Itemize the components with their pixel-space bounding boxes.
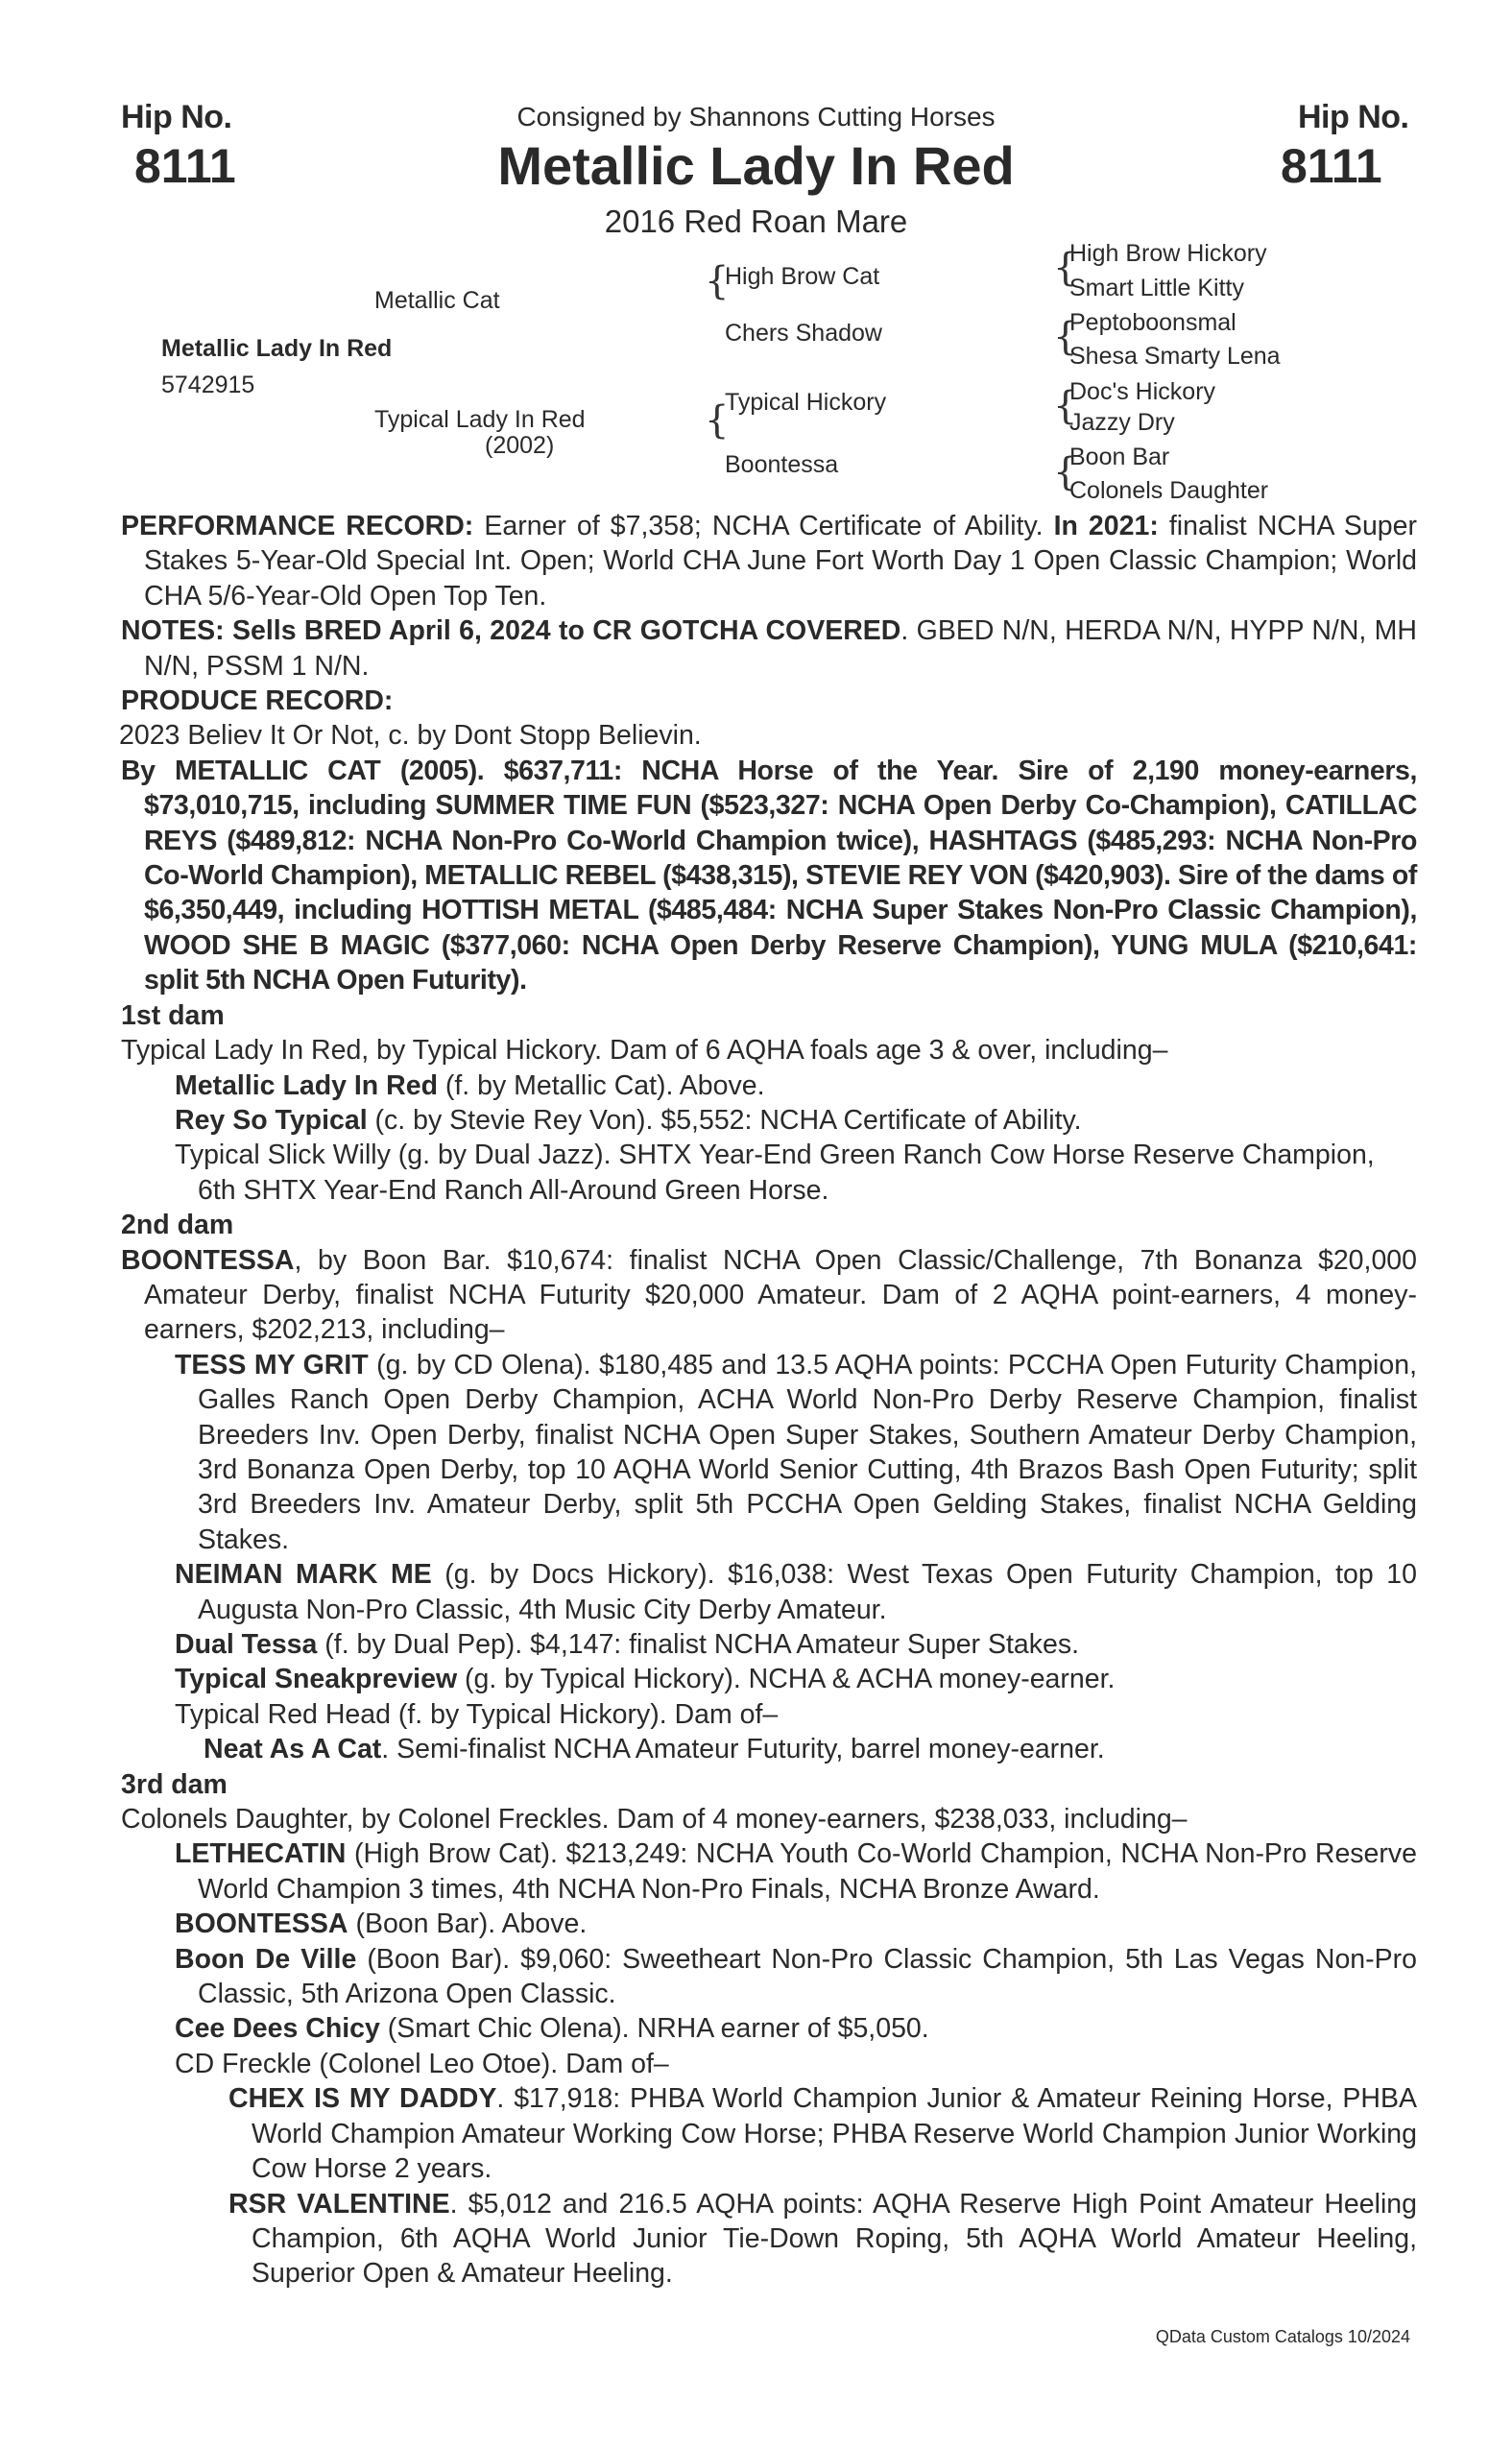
pedigree-dam-sire: Typical Hickory bbox=[725, 389, 887, 416]
pedigree-sire: Metallic Cat bbox=[374, 287, 500, 314]
second-dam-text: BOONTESSA, by Boon Bar. $10,674: finalist NCHA Open Classic/Challenge, 7th Bonanza $20,000 Amateur Derby, finalist NCHA Futurity $20,000 Amateur. Dam of 2 AQHA point-earners, 4 money-earners, $202,213, including– bbox=[121, 1244, 1417, 1346]
pedigree-g1: High Brow Hickory bbox=[1069, 240, 1267, 267]
brace-icon: { bbox=[1053, 384, 1078, 428]
brace-icon: { bbox=[705, 398, 730, 443]
produce-entry: LETHECATIN (High Brow Cat). $213,249: NCHA Youth Co-World Champion, NCHA Non-Pro Reserve World Champion 3 times, 4th NCHA Non-Pro Finals, NCHA Bronze Award. bbox=[175, 1838, 1417, 1905]
brace-icon: { bbox=[1053, 450, 1078, 494]
produce-entry: CHEX IS MY DADDY. $17,918: PHBA World Champion Junior & Amateur Reining Horse, PHBA World Champion Amateur Working Cow Horse; PHBA Reserve World Champion Junior Working Cow Horse 2 years. bbox=[228, 2083, 1418, 2185]
third-dam-text: Colonels Daughter, by Colonel Freckles. Dam of 4 money-earners, $238,033, including– bbox=[121, 1804, 1188, 1836]
produce-entry: Typical Slick Willy (g. by Dual Jazz). SHTX Year-End Green Ranch Cow Horse Reserve Champion, 6th SHTX Year-End Ranch All-Around Green Horse. bbox=[175, 1140, 1375, 1206]
produce-entry: Neat As A Cat. Semi-finalist NCHA Amateur Futurity, barrel money-earner. bbox=[204, 1734, 1105, 1765]
produce-entry: RSR VALENTINE. $5,012 and 216.5 AQHA points: AQHA Reserve High Point Amateur Heeling Champion, 6th AQHA World Junior Tie-Down Roping, 5th AQHA World Amateur Heeling, Superior Open & Amateur Heeling. bbox=[228, 2188, 1417, 2290]
produce-entry: Rey So Typical (c. by Stevie Rey Von). $5,552: NCHA Certificate of Ability. bbox=[175, 1104, 1082, 1136]
produce-entry: TESS MY GRIT (g. by CD Olena). $180,485 and 13.5 AQHA points: PCCHA Open Futurity Champion, Galles Ranch Open Derby Champion, ACHA World Non-Pro Derby Reserve Champion, finalist Breeders Inv. Open Derby, finalist NCHA Open Super Stakes, Southern Amateur Derby Champion, 3rd Bonanza Open Derby, top 10 AQHA World Senior Cutting, 4th Brazos Bash Open Futurity; split 3rd Breeders Inv. Amateur Derby, split 5th PCCHA Open Gelding Stakes, finalist NCHA Gelding Stakes. bbox=[175, 1349, 1417, 1555]
hip-number-right: 8111 bbox=[1281, 139, 1382, 193]
first-dam-heading: 1st dam bbox=[121, 999, 225, 1031]
horse-name-title: Metallic Lady In Red bbox=[497, 135, 1015, 196]
pedigree-dam: Typical Lady In Red bbox=[374, 406, 586, 433]
pedigree-g8: Colonels Daughter bbox=[1069, 477, 1269, 504]
pedigree-g6: Jazzy Dry bbox=[1069, 409, 1175, 436]
produce-entry: Cee Dees Chicy (Smart Chic Olena). NRHA earner of $5,050. bbox=[175, 2013, 929, 2045]
brace-icon: { bbox=[1053, 315, 1078, 359]
pedigree-dam-dam: Boontessa bbox=[725, 451, 839, 478]
produce-entry: BOONTESSA (Boon Bar). Above. bbox=[175, 1908, 588, 1940]
consignor-line: Consigned by Shannons Cutting Horses bbox=[516, 102, 996, 132]
pedigree-g2: Smart Little Kitty bbox=[1069, 275, 1244, 301]
catalog-body bbox=[121, 509, 1417, 2292]
pedigree-g7: Boon Bar bbox=[1069, 444, 1170, 470]
performance-record: PERFORMANCE RECORD: Earner of $7,358; NCHA Certificate of Ability. In 2021: finalist NCHA Super Stakes 5-Year-Old Special Int. Open; World CHA June Fort Worth Day 1 Open Classic Champion; World CHA 5/6-Year-Old Open Top Ten. bbox=[121, 511, 1417, 612]
produce-record-heading: PRODUCE RECORD: bbox=[121, 685, 394, 717]
produce-entry: Boon De Ville (Boon Bar). $9,060: Sweetheart Non-Pro Classic Champion, 5th Las Vegas Non-Pro Classic, 5th Arizona Open Classic. bbox=[175, 1943, 1417, 2010]
sire-record: By METALLIC CAT (2005). $637,711: NCHA Horse of the Year. Sire of 2,190 money-earners, $73,010,715, including SUMMER TIME FUN ($523,327: NCHA Open Derby Co-Champion), CATILLAC REYS ($489,812: NCHA Non-Pro Co-World Champion twice), HASHTAGS ($485,293: NCHA Non-Pro Co-World Champion), METALLIC REBEL ($438,315), STEVIE REY VON ($420,903). Sire of the dams of $6,350,449, including HOTTISH METAL ($485,484: NCHA Super Stakes Non-Pro Classic Champion), WOOD SHE B MAGIC ($377,060: NCHA Open Derby Reserve Champion), YUNG MULA ($210,641: split 5th NCHA Open Futurity). bbox=[121, 755, 1417, 996]
pedigree-sire-dam: Chers Shadow bbox=[725, 320, 882, 347]
produce-record-entry: 2023 Believ It Or Not, c. by Dont Stopp Believin. bbox=[119, 720, 702, 752]
pedigree-dam-year: (2002) bbox=[485, 432, 555, 459]
pedigree-g3: Peptoboonsmal bbox=[1069, 309, 1236, 336]
produce-entry: Typical Sneakpreview (g. by Typical Hickory). NCHA & ACHA money-earner. bbox=[175, 1664, 1116, 1695]
footer-credit: QData Custom Catalogs 10/2024 bbox=[1155, 2327, 1410, 2346]
horse-description: 2016 Red Roan Mare bbox=[604, 204, 908, 239]
produce-entry: Typical Red Head (f. by Typical Hickory). Dam of– bbox=[175, 1698, 779, 1730]
produce-entry: Metallic Lady In Red (f. by Metallic Cat). Above. bbox=[175, 1069, 765, 1101]
notes: NOTES: Sells BRED April 6, 2024 to CR GOTCHA COVERED. GBED N/N, HERDA N/N, HYPP N/N, MH N/N, PSSM 1 N/N. bbox=[121, 615, 1418, 682]
pedigree-g5: Doc's Hickory bbox=[1069, 378, 1216, 405]
brace-icon: { bbox=[1053, 246, 1078, 290]
first-dam-text: Typical Lady In Red, by Typical Hickory. Dam of 6 AQHA foals age 3 & over, including– bbox=[121, 1035, 1168, 1067]
produce-entry: CD Freckle (Colonel Leo Otoe). Dam of– bbox=[175, 2048, 669, 2079]
pedigree-sire-sire: High Brow Cat bbox=[725, 263, 880, 290]
hip-label-left: Hip No. bbox=[121, 99, 232, 135]
brace-icon: { bbox=[705, 259, 730, 303]
second-dam-heading: 2nd dam bbox=[121, 1210, 234, 1241]
produce-entry: Dual Tessa (f. by Dual Pep). $4,147: finalist NCHA Amateur Super Stakes. bbox=[175, 1629, 1080, 1660]
produce-entry: NEIMAN MARK ME (g. by Docs Hickory). $16,038: West Texas Open Futurity Champion, top 10 Augusta Non-Pro Classic, 4th Music City Derby Amateur. bbox=[175, 1559, 1417, 1625]
third-dam-heading: 3rd dam bbox=[121, 1768, 228, 1800]
pedigree-g4: Shesa Smarty Lena bbox=[1069, 343, 1281, 370]
hip-number-left: 8111 bbox=[134, 139, 236, 193]
pedigree-subject: Metallic Lady In Red bbox=[161, 335, 393, 362]
pedigree-reg-number: 5742915 bbox=[161, 372, 255, 398]
hip-label-right: Hip No. bbox=[1298, 99, 1409, 135]
